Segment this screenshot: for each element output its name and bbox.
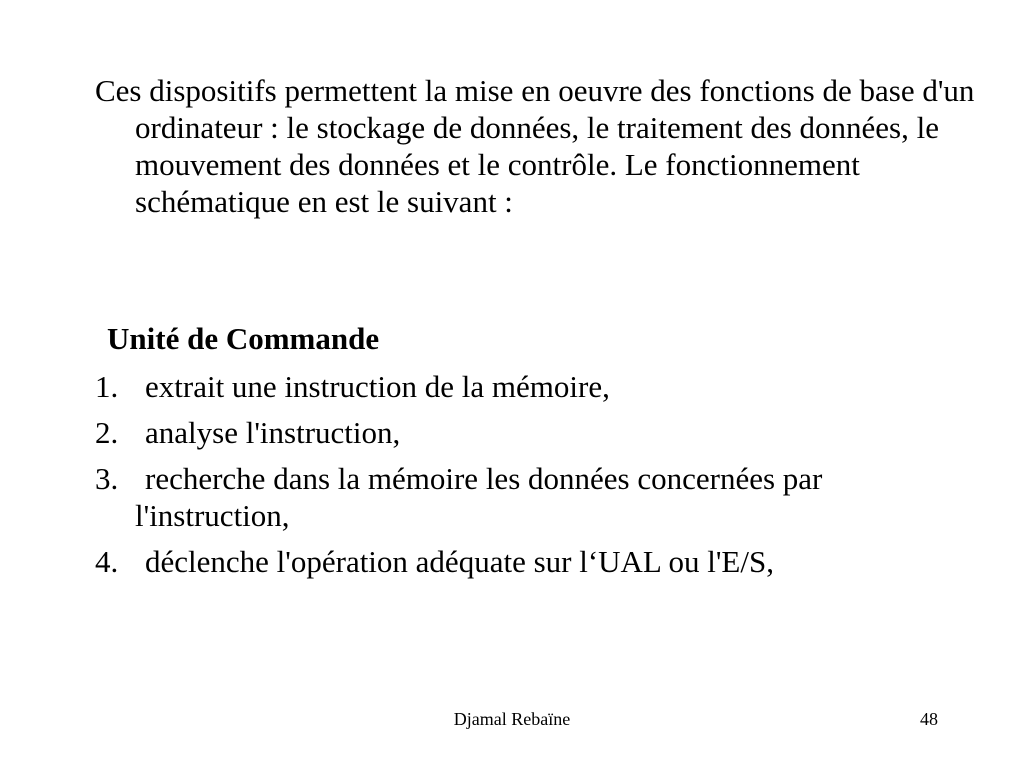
list-item [95,543,955,580]
intro-paragraph: Ces dispositifs permettent la mise en oeuvre des fonctions de base d'un ordinateur : le stockage de données, le traitement des données, le mouvement des données et le contrôle. Le fonctionnement schématique en est le suivant : [95,73,975,219]
list-item-number: 3. [95,461,119,496]
page-number: 48 [920,709,938,729]
list-item-number: 4. [95,544,119,579]
list-item-text: extrait une instruction de la mémoire, [145,369,610,404]
list-item-text: recherche dans la mémoire les données concernées par l'instruction, [135,461,823,533]
list-item-number: 2. [95,415,119,450]
footer-author: Djamal Rebaïne [453,709,571,729]
list-item-number: 1. [95,369,119,404]
list-item-text: analyse l'instruction, [145,415,401,450]
list-item-text: déclenche l'opération adéquate sur l‘UAL ou l'E/S, [145,544,774,579]
list-item [95,368,955,405]
steps-list [95,368,955,589]
list-item [95,414,955,451]
section-heading: Unité de Commande [107,321,380,356]
list-item [95,460,955,534]
